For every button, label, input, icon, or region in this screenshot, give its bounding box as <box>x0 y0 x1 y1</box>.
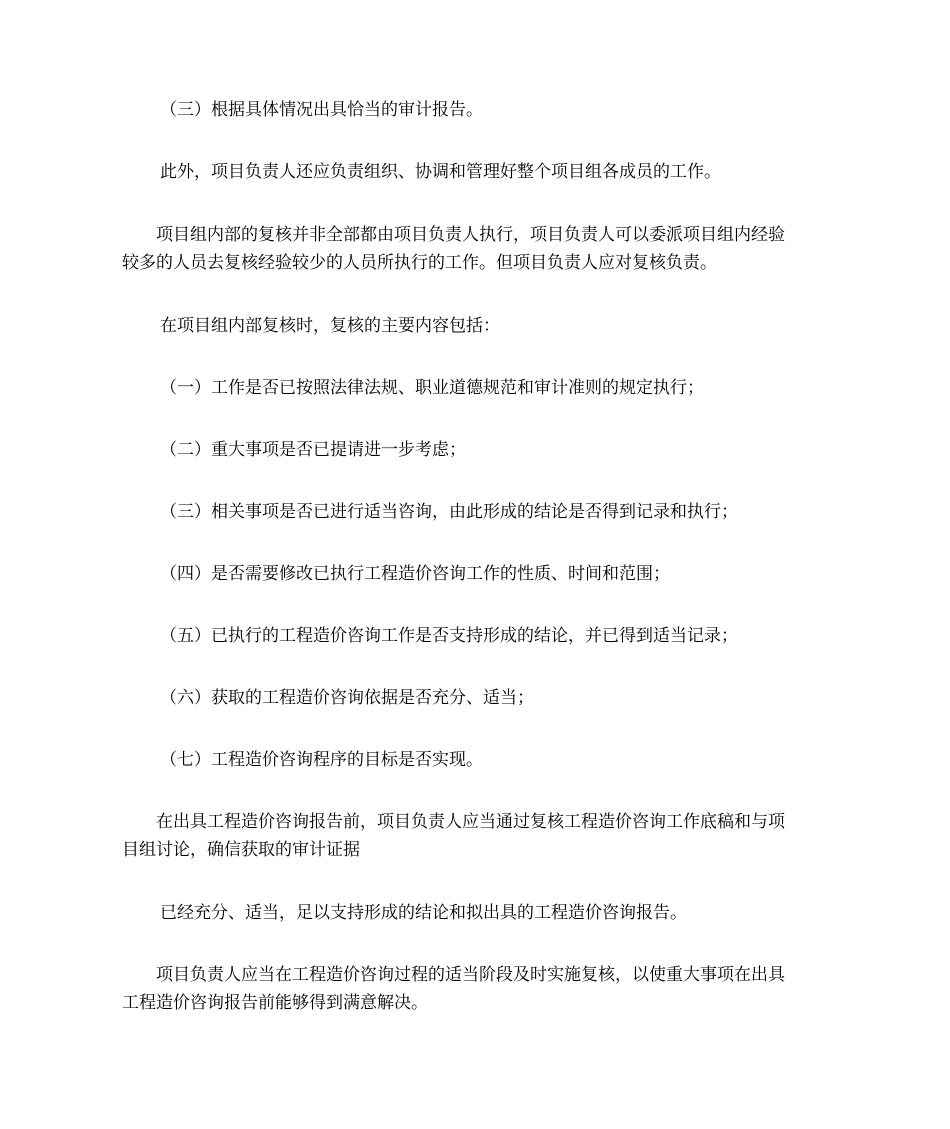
list-item-6: （六）获取的工程造价咨询依据是否充分、适当； <box>160 688 534 708</box>
paragraph-line: 项目组内部的复核并非全部都由项目负责人执行，项目负责人可以委派项目组内经验 <box>156 225 785 245</box>
list-item-5: （五）已执行的工程造价咨询工作是否支持形成的结论，并已得到适当记录； <box>160 626 738 646</box>
list-item-3: （三）相关事项是否已进行适当咨询，由此形成的结论是否得到记录和执行； <box>160 502 738 522</box>
paragraph-review-contents-intro: 在项目组内部复核时，复核的主要内容包括： <box>160 316 500 336</box>
list-item-2: （二）重大事项是否已提请进一步考虑； <box>160 440 466 460</box>
list-item-7: （七）工程造价咨询程序的目标是否实现。 <box>160 750 483 770</box>
paragraph-line: 目组讨论，确信获取的审计证据 <box>122 840 360 860</box>
paragraph-internal-review <box>122 221 834 277</box>
list-item-1: （一）工作是否已按照法律法规、职业道德规范和审计准则的规定执行； <box>160 378 704 398</box>
list-item-4: （四）是否需要修改已执行工程造价咨询工作的性质、时间和范围； <box>160 564 670 584</box>
paragraph-item-3-report: （三）根据具体情况出具恰当的审计报告。 <box>160 100 483 120</box>
paragraph-line: 较多的人员去复核经验较少的人员所执行的工作。但项目负责人应对复核负责。 <box>122 253 717 273</box>
paragraph-sufficient-evidence: 已经充分、适当，足以支持形成的结论和拟出具的工程造价咨询报告。 <box>160 903 687 923</box>
paragraph-line: 在出具工程造价咨询报告前，项目负责人应当通过复核工程造价咨询工作底稿和与项 <box>156 812 785 832</box>
paragraph-timely-review <box>122 961 834 1017</box>
paragraph-line: 项目负责人应当在工程造价咨询过程的适当阶段及时实施复核，以使重大事项在出具 <box>156 965 785 985</box>
paragraph-project-lead-duty: 此外，项目负责人还应负责组织、协调和管理好整个项目组各成员的工作。 <box>160 162 721 182</box>
paragraph-before-report <box>122 808 834 864</box>
paragraph-line: 工程造价咨询报告前能够得到满意解决。 <box>122 993 428 1013</box>
